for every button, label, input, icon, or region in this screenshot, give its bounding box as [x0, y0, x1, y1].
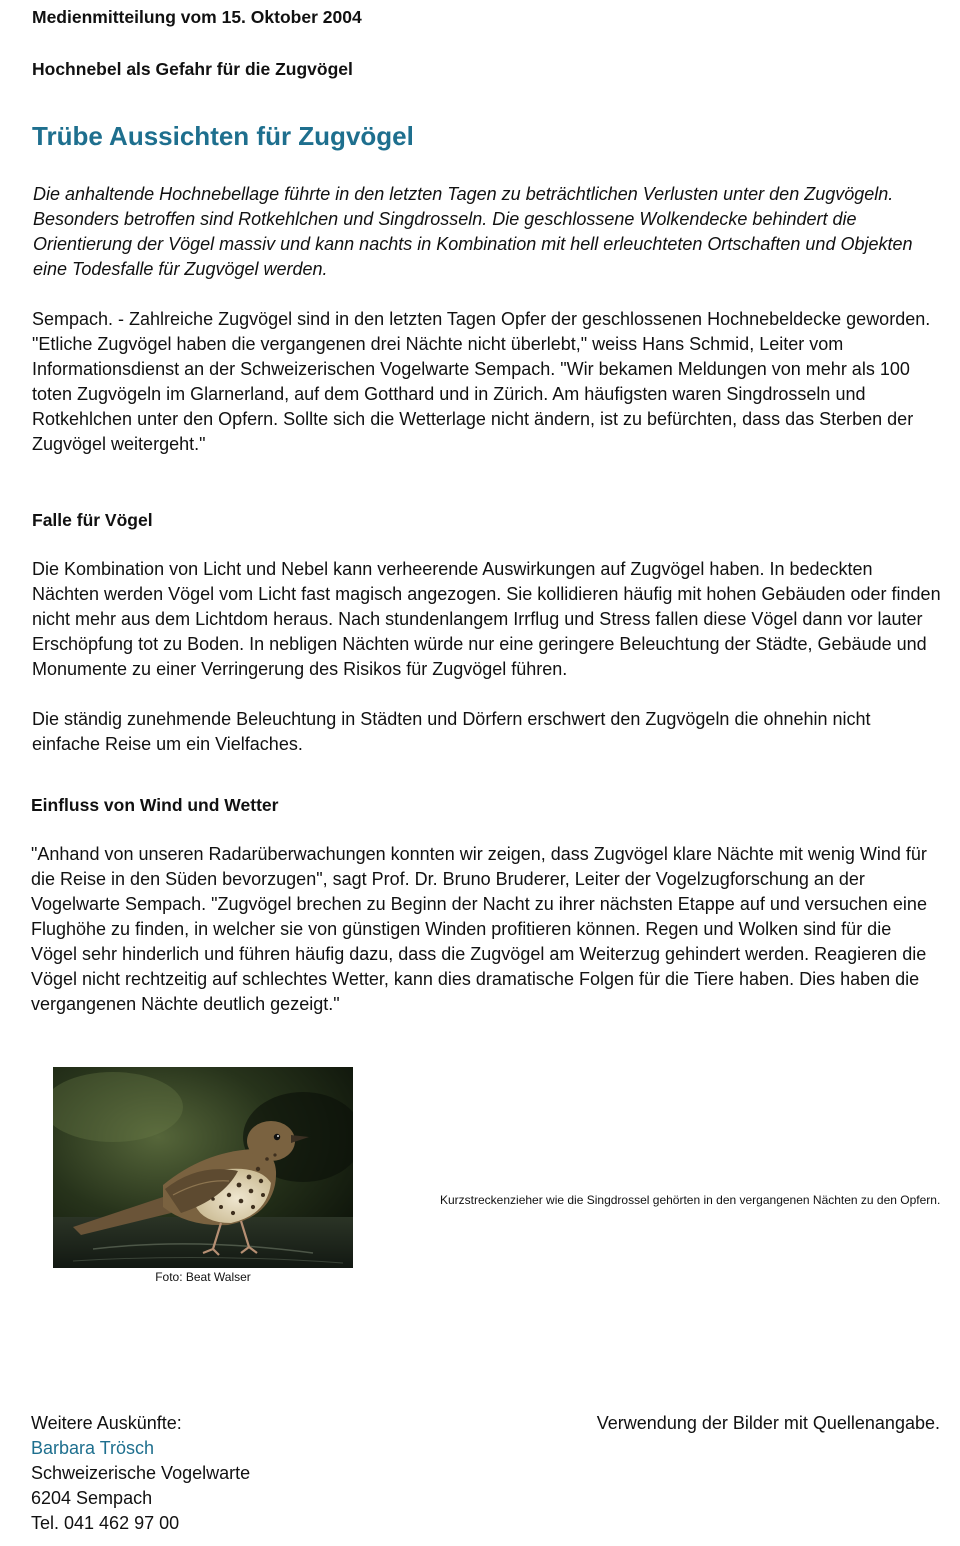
- section1-paragraph-2: Die ständig zunehmende Beleuchtung in Städten und Dörfern erschwert den Zugvögeln die ohnehin nicht einfache Reise um ein Vielfaches.: [32, 709, 871, 754]
- date-line: Medienmitteilung vom 15. Oktober 2004: [32, 7, 362, 27]
- lead-paragraph: Die anhaltende Hochnebellage führte in den letzten Tagen zu beträchtlichen Verlusten unter den Zugvögeln. Besonders betroffen sind Rotkehlchen und Singdrosseln. Die geschlossene Wolkendecke behindert die Orientierung der Vögel massiv und kann nachts in Kombination mit hell erleuchteten Ortschaften und Objekten eine Todesfalle für Zugvögel werden.: [33, 184, 913, 279]
- page-title: Trübe Aussichten für Zugvögel: [32, 121, 414, 151]
- contact-name-link[interactable]: Barbara Trösch: [31, 1438, 155, 1458]
- photo-credit: Foto: Beat Walser: [155, 1270, 251, 1284]
- contact-label: Weitere Auskünfte:: [31, 1413, 182, 1433]
- image-usage-note: Verwendung der Bilder mit Quellenangabe.: [596, 1413, 940, 1433]
- intro-paragraph: Sempach. - Zahlreiche Zugvögel sind in den letzten Tagen Opfer der geschlossenen Hochnebeldecke geworden. "Etliche Zugvögel haben die vergangenen drei Nächte nicht überlebt," weiss Hans Schmid, Leiter vom Informationsdienst an der Schweizerischen Vogelwarte Sempach. "Wir bekamen Meldungen von mehr als 100 toten Zugvögeln im Glarnerland, auf dem Gotthard und in Zürich. Am häufigsten waren Singdrosseln und Rotkehlchen unter den Opfern. Sollte sich die Wetterlage nicht ändern, ist zu befürchten, dass das Sterben der Zugvögel weitergeht.": [32, 309, 931, 454]
- photo-caption: Kurzstreckenzieher wie die Singdrossel gehörten in den vergangenen Nächten zu den Opfern.: [440, 1193, 941, 1207]
- section-title-wind: Einfluss von Wind und Wetter: [31, 795, 279, 815]
- section-title-falle: Falle für Vögel: [32, 510, 153, 530]
- contact-phone: Tel. 041 462 97 00: [31, 1513, 180, 1533]
- section1-paragraph-1: Die Kombination von Licht und Nebel kann verheerende Auswirkungen auf Zugvögel haben. In bedeckten Nächten werden Vögel vom Licht fast magisch angezogen. Sie kollidieren häufig mit hohen Gebäuden oder finden nicht mehr aus dem Lichtdom heraus. Nach stundenlangem Irrflug und Stress fallen diese Vögel dann vor lauter Erschöpfung tot zu Boden. In nebligen Nächten würde nur eine geringere Beleuchtung der Städte, Gebäude und Monumente zu einer Verringerung des Risikos für Zugvögel führen.: [32, 559, 941, 679]
- section2-paragraph-1: "Anhand von unseren Radarüberwachungen konnten wir zeigen, dass Zugvögel klare Nächte mit wenig Wind für die Reise in den Süden bevorzugen", sagt Prof. Dr. Bruno Bruderer, Leiter der Vogelzugforschung an der Vogelwarte Sempach. "Zugvögel brechen zu Beginn der Nacht zu ihrer nächsten Etappe auf und versuchen eine Flughöhe zu finden, in welcher sie von günstigen Winden profitieren können. Regen und Wolken sind für die Vögel sehr hinderlich und führen häufig dazu, dass die Zugvögel am Weiterzug gehindert werden. Reagieren die Vögel nicht rechtzeitig auf schlechtes Wetter, kann dies dramatische Folgen für die Tiere haben. Dies haben die vergangenen Nächte deutlich gezeigt.": [31, 844, 927, 1014]
- contact-block: [31, 1411, 250, 1536]
- contact-organisation: Schweizerische Vogelwarte: [31, 1463, 251, 1483]
- kicker-title: Hochnebel als Gefahr für die Zugvögel: [32, 59, 353, 79]
- song-thrush-photo: [53, 1067, 353, 1268]
- song-thrush-illustration: [53, 1067, 353, 1268]
- contact-city: 6204 Sempach: [31, 1488, 153, 1508]
